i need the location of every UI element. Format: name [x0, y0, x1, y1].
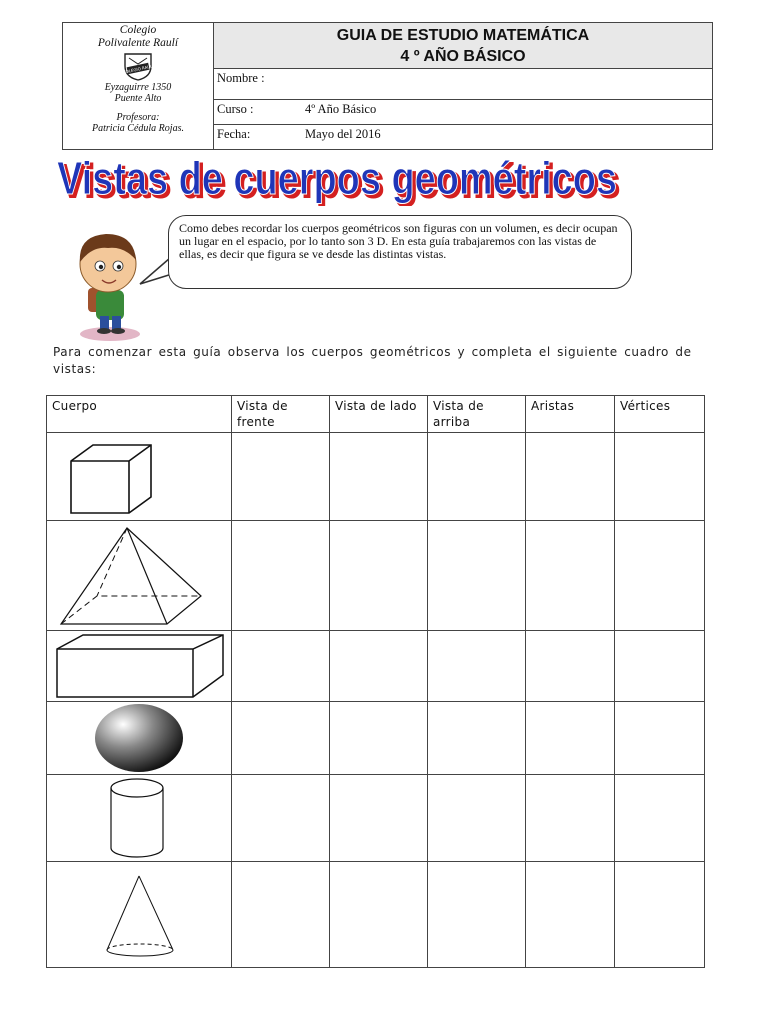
- answer-cell[interactable]: [232, 775, 330, 862]
- answer-cell[interactable]: [428, 862, 526, 968]
- answer-cell[interactable]: [615, 631, 705, 702]
- header-table: [62, 22, 713, 150]
- cone-icon: [103, 870, 183, 960]
- answer-cell[interactable]: [615, 862, 705, 968]
- table-row-prism: [47, 631, 705, 702]
- answer-cell[interactable]: [615, 702, 705, 775]
- answer-cell[interactable]: [330, 702, 428, 775]
- cylinder-icon: [103, 776, 173, 860]
- document-title: [214, 23, 713, 69]
- answer-cell[interactable]: [428, 775, 526, 862]
- shape-cell: [47, 862, 232, 968]
- title-line2: 4 º AÑO BÁSICO: [400, 47, 526, 65]
- name-label: Nombre :: [217, 71, 265, 85]
- answer-cell[interactable]: [330, 521, 428, 631]
- address-line1: Eyzaguirre 1350: [104, 82, 172, 93]
- answer-cell[interactable]: [330, 433, 428, 521]
- answer-cell[interactable]: [232, 631, 330, 702]
- views-table: [46, 395, 705, 968]
- date-label: Fecha:: [217, 127, 251, 141]
- rectangular-prism-icon: [53, 633, 233, 699]
- instructions-text: Para comenzar esta guía observa los cuerpos geométricos y completa el siguiente cuadro de vistas:: [53, 345, 692, 376]
- answer-cell[interactable]: [232, 433, 330, 521]
- answer-cell[interactable]: [615, 521, 705, 631]
- school-name-line1: Colegio: [119, 24, 157, 36]
- course-field: [214, 100, 713, 125]
- answer-cell[interactable]: [232, 521, 330, 631]
- table-row-cone: [47, 862, 705, 968]
- answer-cell[interactable]: [526, 433, 615, 521]
- column-header-front-view: Vista de frente: [232, 396, 330, 433]
- title-line1: GUIA DE ESTUDIO MATEMÁTICA: [336, 26, 590, 44]
- answer-cell[interactable]: [232, 862, 330, 968]
- column-header-top-view: Vista de arriba: [428, 396, 526, 433]
- answer-cell[interactable]: [526, 521, 615, 631]
- answer-cell[interactable]: [428, 521, 526, 631]
- table-row-sphere: [47, 702, 705, 775]
- speech-bubble: [168, 215, 632, 289]
- shape-cell: [47, 631, 232, 702]
- answer-cell[interactable]: [232, 702, 330, 775]
- teacher-label: Profesora:: [116, 112, 160, 123]
- answer-cell[interactable]: [330, 631, 428, 702]
- cube-icon: [65, 437, 175, 517]
- main-title-text: Vistas de cuerpos geométricos: [57, 152, 617, 204]
- course-value: 4º Año Básico: [305, 102, 377, 116]
- answer-cell[interactable]: [615, 433, 705, 521]
- address-line2: Puente Alto: [114, 93, 162, 104]
- school-info: [63, 23, 214, 150]
- column-header-side-view: Vista de lado: [330, 396, 428, 433]
- answer-cell[interactable]: [526, 631, 615, 702]
- answer-cell[interactable]: [428, 433, 526, 521]
- answer-cell[interactable]: [330, 775, 428, 862]
- table-row-cylinder: [47, 775, 705, 862]
- date-value: Mayo del 2016: [305, 127, 381, 141]
- sphere-icon: [93, 702, 193, 774]
- school-name-line2: Polivalente Raulí: [97, 37, 179, 49]
- table-row-pyramid: [47, 521, 705, 631]
- answer-cell[interactable]: [428, 702, 526, 775]
- main-title-shadow: Vistas de cuerpos geométricos: [60, 155, 620, 206]
- column-header-body: Cuerpo: [47, 396, 232, 433]
- name-field[interactable]: [214, 69, 713, 100]
- answer-cell[interactable]: [330, 862, 428, 968]
- answer-cell[interactable]: [526, 702, 615, 775]
- teacher-name: Patricia Cédula Rojas.: [92, 123, 184, 134]
- answer-cell[interactable]: [428, 631, 526, 702]
- answer-cell[interactable]: [526, 775, 615, 862]
- answer-cell[interactable]: [615, 775, 705, 862]
- school-crest-icon: [121, 50, 155, 82]
- column-header-vertices: Vértices: [615, 396, 705, 433]
- shape-cell: [47, 433, 232, 521]
- shape-cell: [47, 521, 232, 631]
- shape-cell: [47, 702, 232, 775]
- shape-cell: [47, 775, 232, 862]
- square-pyramid-icon: [57, 524, 217, 628]
- answer-cell[interactable]: [526, 862, 615, 968]
- course-label: Curso :: [217, 102, 254, 116]
- speech-bubble-text: Como debes recordar los cuerpos geométricos son figuras con un volumen, es decir ocupan un lugar en el espacio, por lo tanto son 3 D. En esta guía trabajaremos con las vistas de ellas, es decir que figura se ve desde las distintas vistas.: [179, 221, 618, 261]
- crest-text: COLEGIO RAULI: [122, 63, 154, 75]
- table-row-cube: [47, 433, 705, 521]
- main-title: [52, 144, 632, 206]
- column-header-edges: Aristas: [526, 396, 615, 433]
